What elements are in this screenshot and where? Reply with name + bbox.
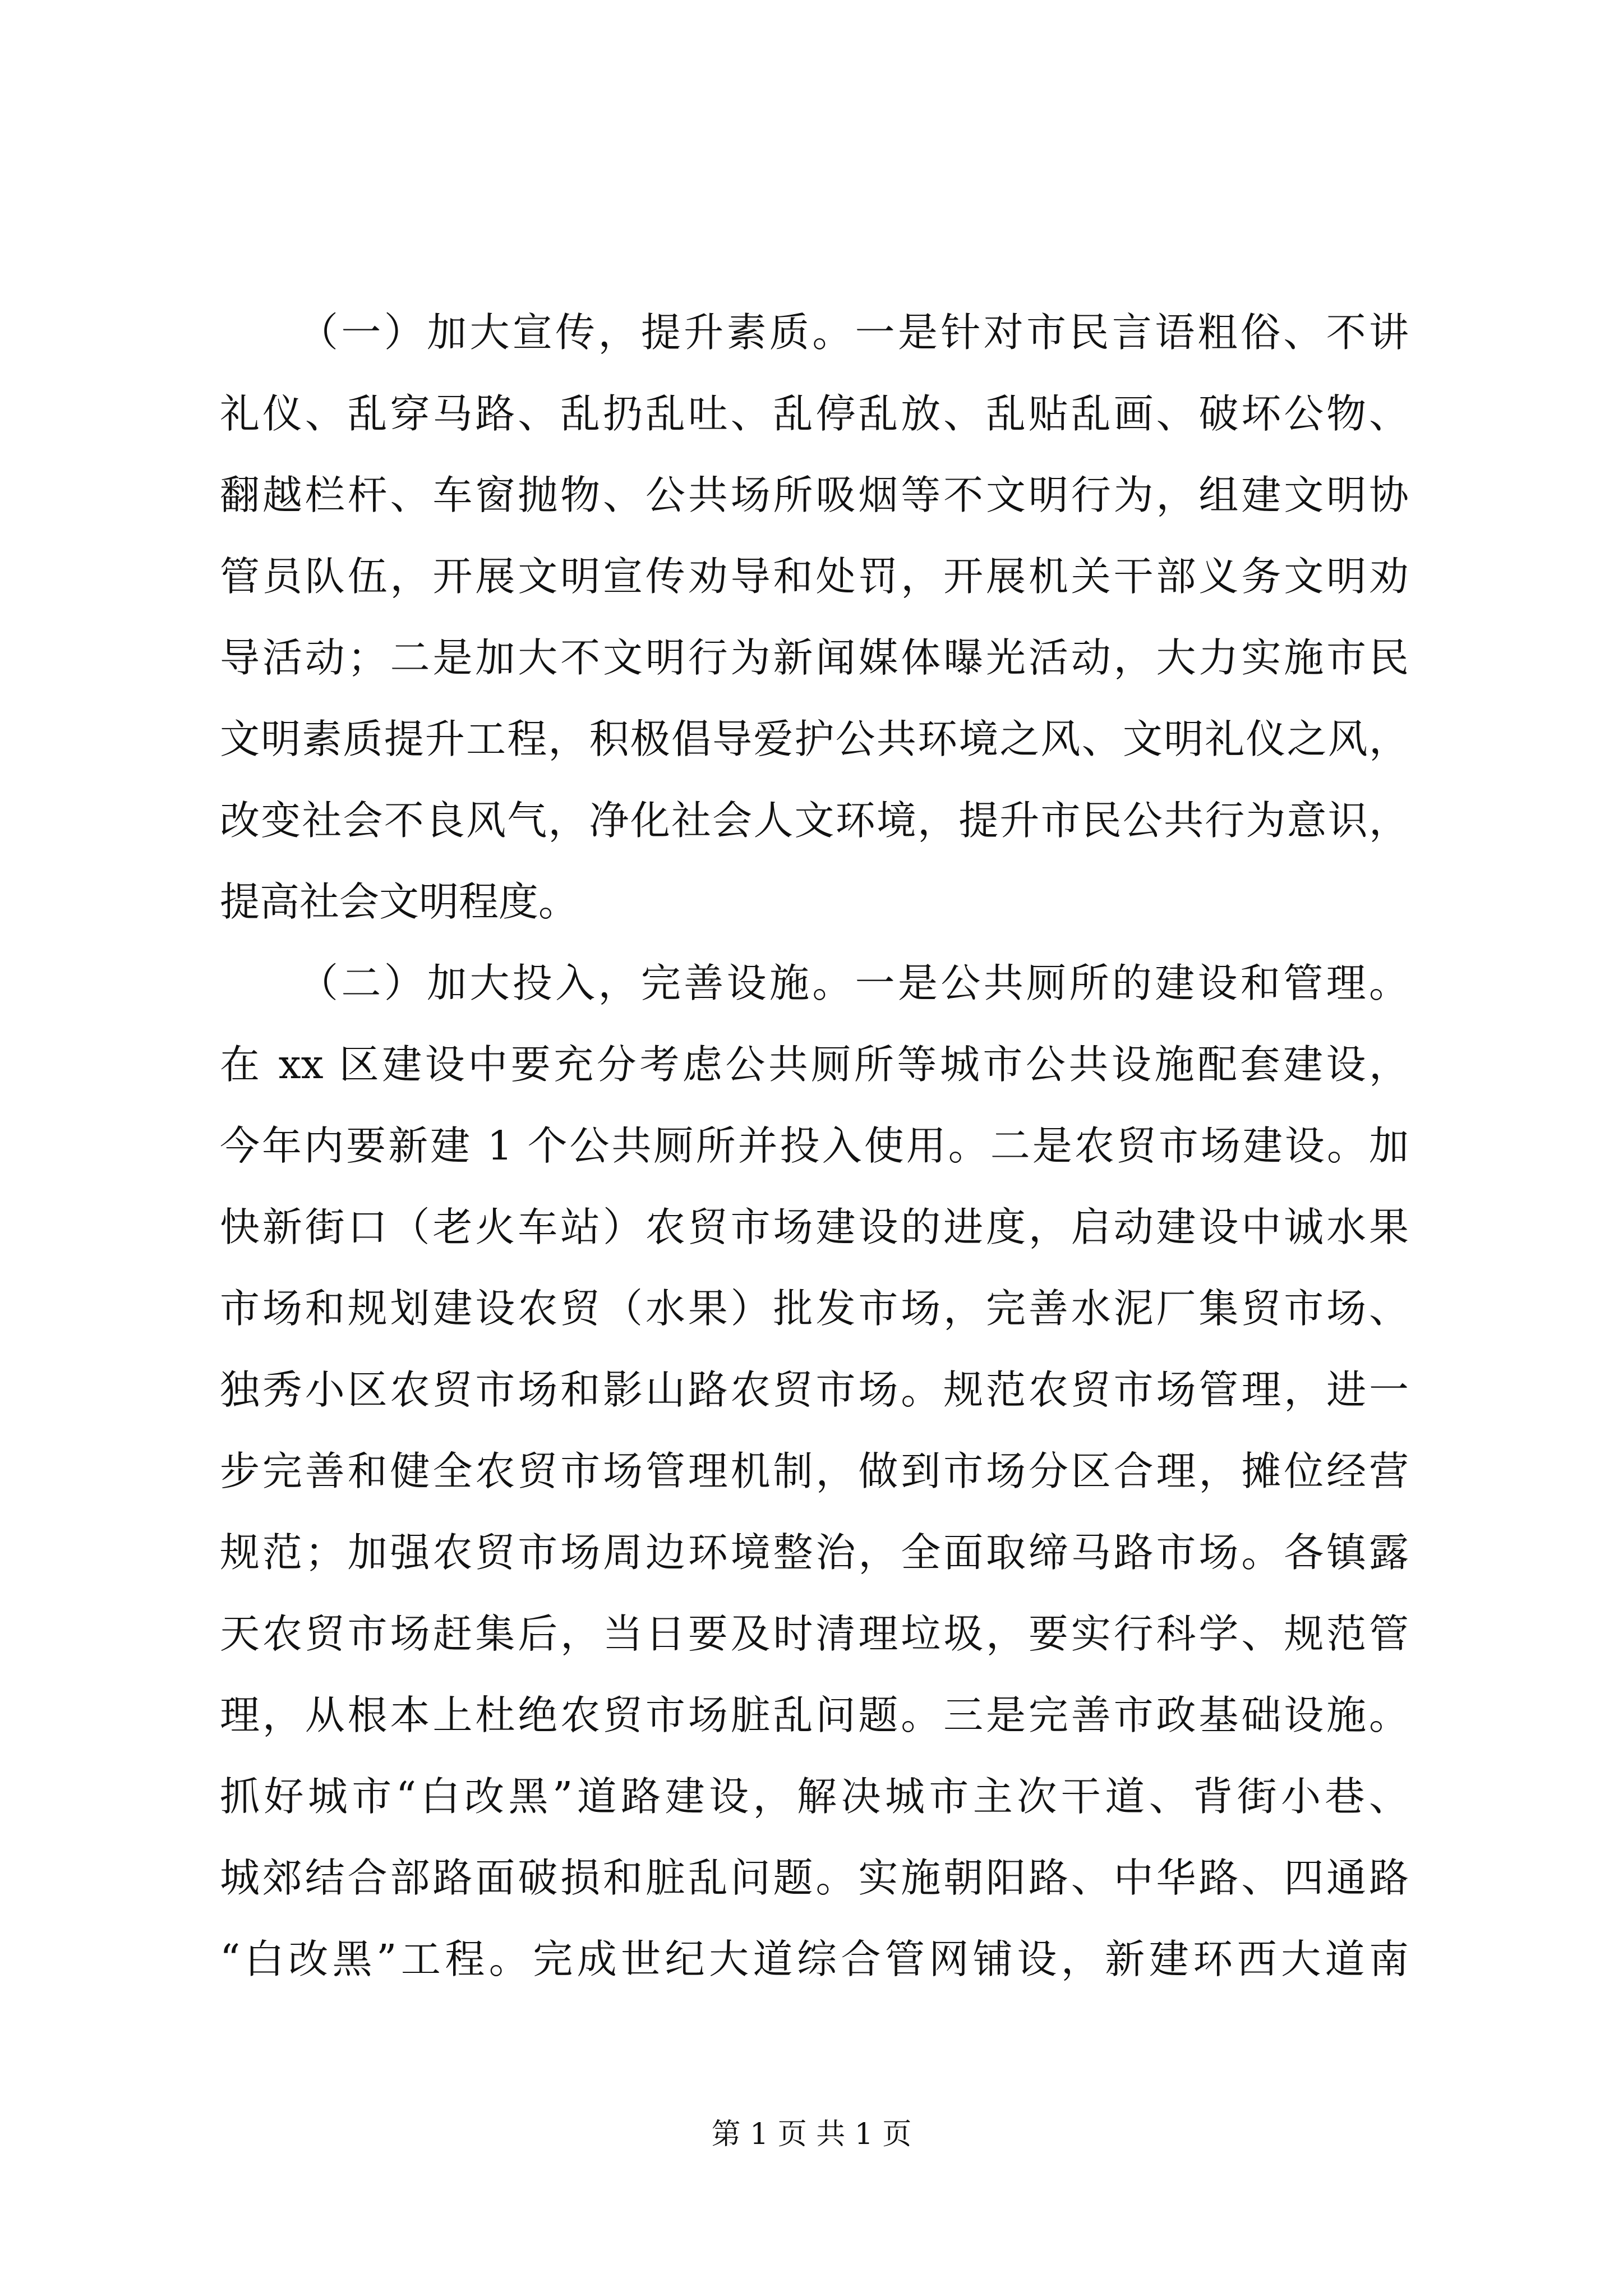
paragraph-1-line: 文明素质提升工程，积极倡导爱护公共环境之风、文明礼仪之风， — [220, 716, 1409, 762]
paragraph-1-line: 提高社会文明程度。 — [220, 878, 579, 925]
paragraph-1-line: 翻越栏杆、车窗抛物、公共场所吸烟等不文明行为，组建文明协 — [220, 472, 1409, 518]
paragraph-2-line: 步完善和健全农贸市场管理机制，做到市场分区合理，摊位经营 — [220, 1448, 1409, 1494]
paragraph-2-line: 快新街口（老火车站）农贸市场建设的进度，启动建设中诚水果 — [220, 1204, 1409, 1250]
paragraph-2-line: 天农贸市场赶集后，当日要及时清理垃圾，要实行科学、规范管 — [220, 1611, 1409, 1657]
document-body — [220, 292, 1409, 2000]
paragraph-1-line: 导活动；二是加大不文明行为新闻媒体曝光活动，大力实施市民 — [220, 634, 1409, 681]
paragraph-1-line: 管员队伍，开展文明宣传劝导和处罚，开展机关干部义务文明劝 — [220, 553, 1409, 600]
paragraph-2-line: 在 xx 区建设中要充分考虑公共厕所等城市公共设施配套建设， — [220, 1041, 1409, 1088]
paragraph-2-line: 独秀小区农贸市场和影山路农贸市场。规范农贸市场管理，进一 — [220, 1366, 1409, 1413]
paragraph-2-line: “白改黑”工程。完成世纪大道综合管网铺设，新建环西大道南 — [220, 1936, 1409, 1982]
paragraph-2-line: 理，从根本上杜绝农贸市场脏乱问题。三是完善市政基础设施。 — [220, 1692, 1409, 1738]
paragraph-2-line: （二）加大投入，完善设施。一是公共厕所的建设和管理。 — [298, 960, 1409, 1006]
paragraph-1-line: 礼仪、乱穿马路、乱扔乱吐、乱停乱放、乱贴乱画、破坏公物、 — [220, 390, 1409, 437]
paragraph-2-line: 城郊结合部路面破损和脏乱问题。实施朝阳路、中华路、四通路 — [220, 1855, 1409, 1901]
paragraph-2-line: 市场和规划建设农贸（水果）批发市场，完善水泥厂集贸市场、 — [220, 1285, 1409, 1332]
paragraph-1-line: （一）加大宣传，提升素质。一是针对市民言语粗俗、不讲 — [298, 309, 1409, 356]
paragraph-1-line: 改变社会不良风气，净化社会人文环境，提升市民公共行为意识， — [220, 797, 1409, 844]
paragraph-2-line: 今年内要新建 1 个公共厕所并投入使用。二是农贸市场建设。加 — [220, 1122, 1409, 1169]
page-number-footer: 第 1 页 共 1 页 — [711, 2118, 912, 2151]
paragraph-2-line: 规范；加强农贸市场周边环境整治，全面取缔马路市场。各镇露 — [220, 1529, 1409, 1576]
paragraph-2-line: 抓好城市“白改黑”道路建设，解决城市主次干道、背街小巷、 — [220, 1773, 1409, 1820]
